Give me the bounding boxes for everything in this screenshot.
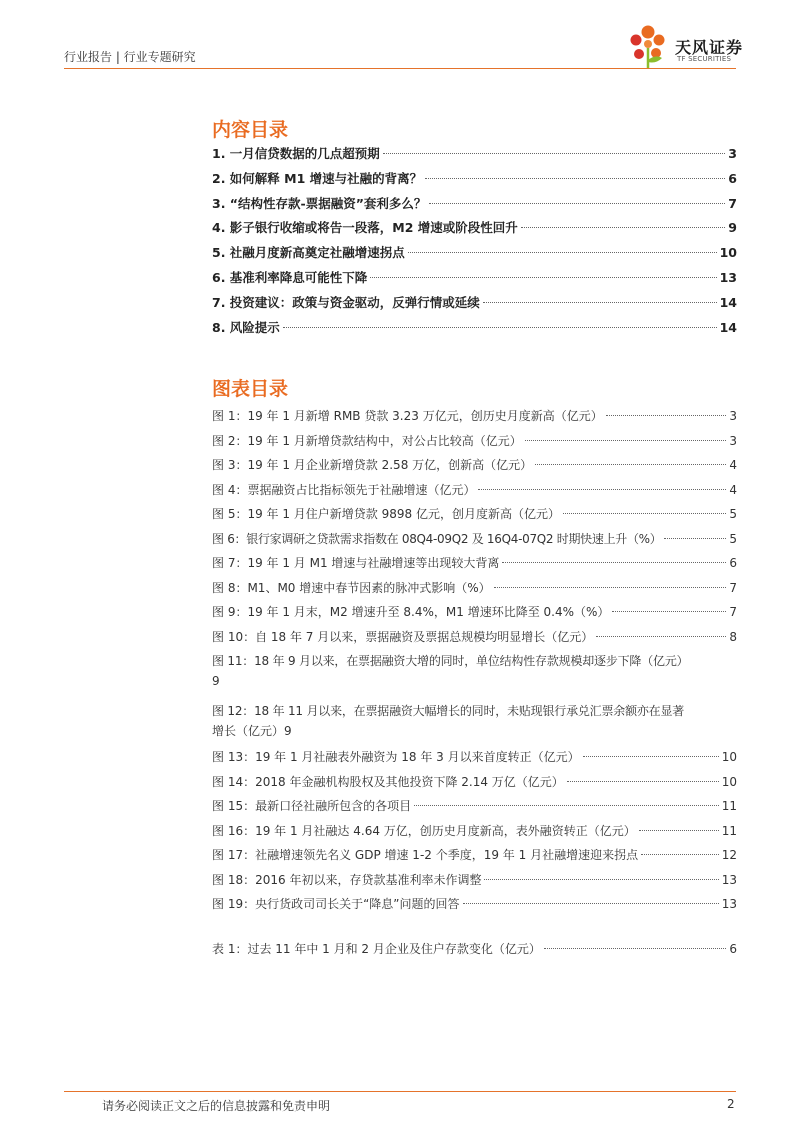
figure-item[interactable]: 图 3：19 年 1 月企业新增贷款 2.58 万亿，创新高（亿元） 4 — [212, 458, 737, 472]
figure-item[interactable]: 图 6：银行家调研之贷款需求指数在 08Q4-09Q2 及 16Q4-07Q2 时期快速上升（%） 5 — [212, 531, 737, 546]
figure-item[interactable]: 图 10：自 18 年 7 月以来，票据融资及票据总规模均明显增长（亿元） 8 — [212, 629, 737, 644]
figure-item[interactable]: 图 1：19 年 1 月新增 RMB 贷款 3.23 万亿元，创历史月度新高（亿元） 3 — [212, 409, 737, 423]
figure-item[interactable]: 图 8：M1、M0 增速中春节因素的脉冲式影响（%） 7 — [212, 580, 737, 595]
toc-item[interactable]: 1. 一月信贷数据的几点超预期 3 — [212, 146, 737, 161]
footer-divider — [64, 1091, 736, 1092]
page-number: 2 — [727, 1097, 735, 1111]
figure-item[interactable]: 图 14：2018 年金融机构股权及其他投资下降 2.14 万亿（亿元） 10 — [212, 774, 737, 789]
contents-title: 内容目录 — [212, 119, 289, 141]
toc-item[interactable]: 2. 如何解释 M1 增速与社融的背离？ 6 — [212, 170, 737, 186]
toc-item[interactable]: 5. 社融月度新高奠定社融增速拐点 10 — [212, 245, 737, 261]
figure-item[interactable]: 图 19：央行货政司司长关于“降息”问题的回答 13 — [212, 897, 737, 911]
flower-logo-icon — [626, 24, 674, 70]
figure-item[interactable]: 图 16：19 年 1 月社融达 4.64 万亿，创历史月度新高，表外融资转正（亿元） 11 — [212, 823, 737, 838]
contents-list — [212, 142, 737, 340]
brand-logo — [626, 24, 746, 70]
figure-item[interactable]: 图 18：2016 年初以来，存贷款基准利率未作调整 13 — [212, 872, 737, 887]
figure-item[interactable]: 图 9：19 年 1 月末，M2 增速升至 8.4%，M1 增速环比降至 0.4%（%） 7 — [212, 605, 737, 619]
toc-item[interactable]: 8. 风险提示 14 — [212, 319, 737, 335]
figure-item[interactable]: 图 17：社融增速领先名义 GDP 增速 1-2 个季度，19 年 1 月社融增速迎来拐点 12 — [212, 848, 737, 862]
figure-item[interactable]: 图 11：18 年 9 月以来，在票据融资大增的同时，单位结构性存款规模却逐步下降（亿元） 9 — [212, 654, 689, 688]
brand-name: 天风证券 — [675, 38, 744, 57]
disclaimer-text: 请务必阅读正文之后的信息披露和免责申明 — [102, 1099, 331, 1113]
toc-item[interactable]: 7. 投资建议：政策与资金驱动，反弹行情或延续 14 — [212, 294, 737, 310]
figure-item[interactable]: 图 15：最新口径社融所包含的各项目 11 — [212, 799, 737, 813]
toc-item[interactable]: 6. 基准利率降息可能性下降 13 — [212, 269, 737, 285]
header-divider — [64, 68, 736, 69]
figures-list — [212, 404, 737, 961]
table-item[interactable]: 表 1：过去 11 年中 1 月和 2 月企业及住户存款变化（亿元） 6 — [212, 941, 737, 956]
figure-item[interactable]: 图 5：19 年 1 月住户新增贷款 9898 亿元，创月度新高（亿元） 5 — [212, 507, 737, 521]
figure-item[interactable]: 图 7：19 年 1 月 M1 增速与社融增速等出现较大背离 6 — [212, 556, 737, 570]
figure-item[interactable]: 图 13：19 年 1 月社融表外融资为 18 年 3 月以来首度转正（亿元） 10 — [212, 750, 737, 764]
figure-item[interactable]: 图 12：18 年 11 月以来，在票据融资大幅增长的同时，未贴现银行承兑汇票余额亦在显著 增长（亿元） 9 — [212, 704, 685, 738]
toc-item[interactable]: 4. 影子银行收缩或将告一段落，M2 增速或阶段性回升 9 — [212, 220, 737, 236]
brand-subtitle: TF SECURITIES — [677, 55, 732, 63]
figures-title: 图表目录 — [212, 378, 289, 400]
figure-item[interactable]: 图 2：19 年 1 月新增贷款结构中，对公占比较高（亿元） 3 — [212, 433, 737, 448]
report-breadcrumb: 行业报告 | 行业专题研究 — [64, 50, 196, 64]
figure-item[interactable]: 图 4：票据融资占比指标领先于社融增速（亿元） 4 — [212, 482, 737, 497]
toc-item[interactable]: 3. “结构性存款-票据融资”套利多么？ 7 — [212, 195, 737, 211]
